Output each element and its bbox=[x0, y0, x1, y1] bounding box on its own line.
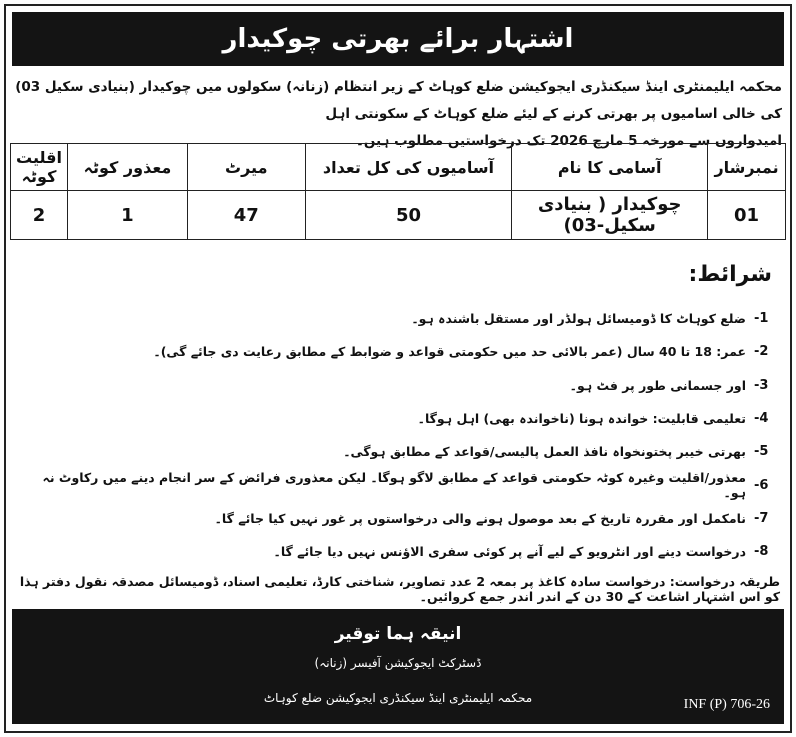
item-text: اور جسمانی طور پر فٹ ہو۔ bbox=[569, 377, 746, 393]
list-item bbox=[16, 535, 780, 568]
list-item bbox=[16, 468, 780, 501]
header-serial: نمبرشار bbox=[708, 144, 786, 191]
list-item bbox=[16, 502, 780, 535]
page-title: اشتہار برائے بھرتی چوکیدار bbox=[222, 24, 574, 54]
item-number: -3 bbox=[754, 377, 769, 393]
intro-line-2: امیدواروں سے مورخہ 5 مارچ 2026 تک درخواستیں مطلوب ہیں۔ bbox=[355, 133, 782, 149]
item-number: -4 bbox=[754, 411, 769, 427]
department-name: محکمہ ایلیمنٹری اینڈ سیکنڈری ایجوکیشن ضلع کوہاٹ bbox=[263, 691, 533, 705]
item-text: درخواست دینے اور انٹرویو کے لیے آنے پر کوئی سفری الاؤنس نہیں دیا جائے گا۔ bbox=[273, 544, 746, 560]
header-minority-quota: اقلیت کوٹہ bbox=[11, 144, 68, 191]
item-number: -2 bbox=[754, 344, 769, 360]
signer-designation: ڈسٹرکٹ ایجوکیشن آفیسر (زنانہ) bbox=[314, 656, 482, 670]
signer-name: انیقہ ہما توقیر bbox=[334, 624, 462, 644]
list-item bbox=[16, 402, 780, 435]
item-text: معذور/اقلیت وغیرہ کوٹہ حکومتی قواعد کے مطابق لاگو ہوگا۔ لیکن معذوری فرائض کے سر انجام دینے میں رکاوٹ نہ ہو۔ bbox=[42, 470, 747, 501]
title-banner bbox=[12, 12, 784, 66]
cell-total-posts: 50 bbox=[305, 191, 512, 240]
application-method: طریقہ درخواست: درخواست سادہ کاغذ پر بمعہ 2 عدد تصاویر، شناختی کارڈ، تعلیمی اسناد، ڈومیسائل مصدقہ نقول دفتر ہذا کو اس اشتہار اشاعت کے 30 دن کے اندر اندر جمع کروائیں۔ bbox=[19, 574, 780, 604]
header-post-name: آسامی کا نام bbox=[512, 144, 708, 191]
item-text: نامکمل اور مقررہ تاریخ کے بعد موصول ہونے والی درخواستوں پر غور نہیں کیا جائے گا۔ bbox=[214, 510, 746, 526]
cell-disabled-quota: 1 bbox=[68, 191, 188, 240]
header-total-posts: آسامیوں کی کل تعداد bbox=[305, 144, 512, 191]
list-item bbox=[16, 335, 780, 368]
vacancy-table bbox=[10, 143, 786, 240]
item-text: عمر: 18 تا 40 سال (عمر بالائی حد میں حکومتی قواعد و ضوابط کے مطابق رعایت دی جائے گی)۔ bbox=[153, 344, 746, 360]
header-disabled-quota: معذور کوٹہ bbox=[68, 144, 188, 191]
item-text: بھرتی خیبر پختونخواہ نافذ العمل پالیسی/قواعد کے مطابق ہوگی۔ bbox=[343, 444, 746, 460]
cell-serial: 01 bbox=[708, 191, 786, 240]
item-number: -1 bbox=[754, 311, 769, 327]
item-text: ضلع کوہاٹ کا ڈومیسائل ہولڈر اور مستقل باشندہ ہو۔ bbox=[411, 311, 746, 327]
cell-minority-quota: 2 bbox=[11, 191, 68, 240]
list-item bbox=[16, 369, 780, 402]
table-row bbox=[11, 191, 786, 240]
item-number: -6 bbox=[754, 477, 769, 493]
item-number: -8 bbox=[754, 544, 769, 560]
conditions-heading: شرائط: bbox=[688, 262, 772, 287]
list-item bbox=[16, 435, 780, 468]
cell-merit: 47 bbox=[187, 191, 305, 240]
intro-line-1: محکمہ ایلیمنٹری اینڈ سیکنڈری ایجوکیشن ضلع کوہاٹ کے زیر انتظام (زنانہ) سکولوں میں چوکیدار (بنیادی سکیل 03) کی خالی اسامیوں پر بھرتی کرنے کے لیئے ضلع کوہاٹ کے سکونتی اہل bbox=[15, 79, 782, 122]
item-number: -5 bbox=[754, 444, 769, 460]
table-header-row bbox=[11, 144, 786, 191]
header-merit: میرٹ bbox=[187, 144, 305, 191]
item-text: تعلیمی قابلیت: خواندہ ہونا (ناخواندہ بھی) اہل ہوگا۔ bbox=[417, 411, 746, 427]
list-item bbox=[16, 302, 780, 335]
item-number: -7 bbox=[754, 510, 769, 526]
cell-post-name: چوکیدار ( بنیادی سکیل-03) bbox=[512, 191, 708, 240]
reference-number: INF (P) 706-26 bbox=[683, 697, 770, 712]
conditions-list bbox=[16, 302, 780, 568]
signature-block bbox=[12, 609, 784, 724]
